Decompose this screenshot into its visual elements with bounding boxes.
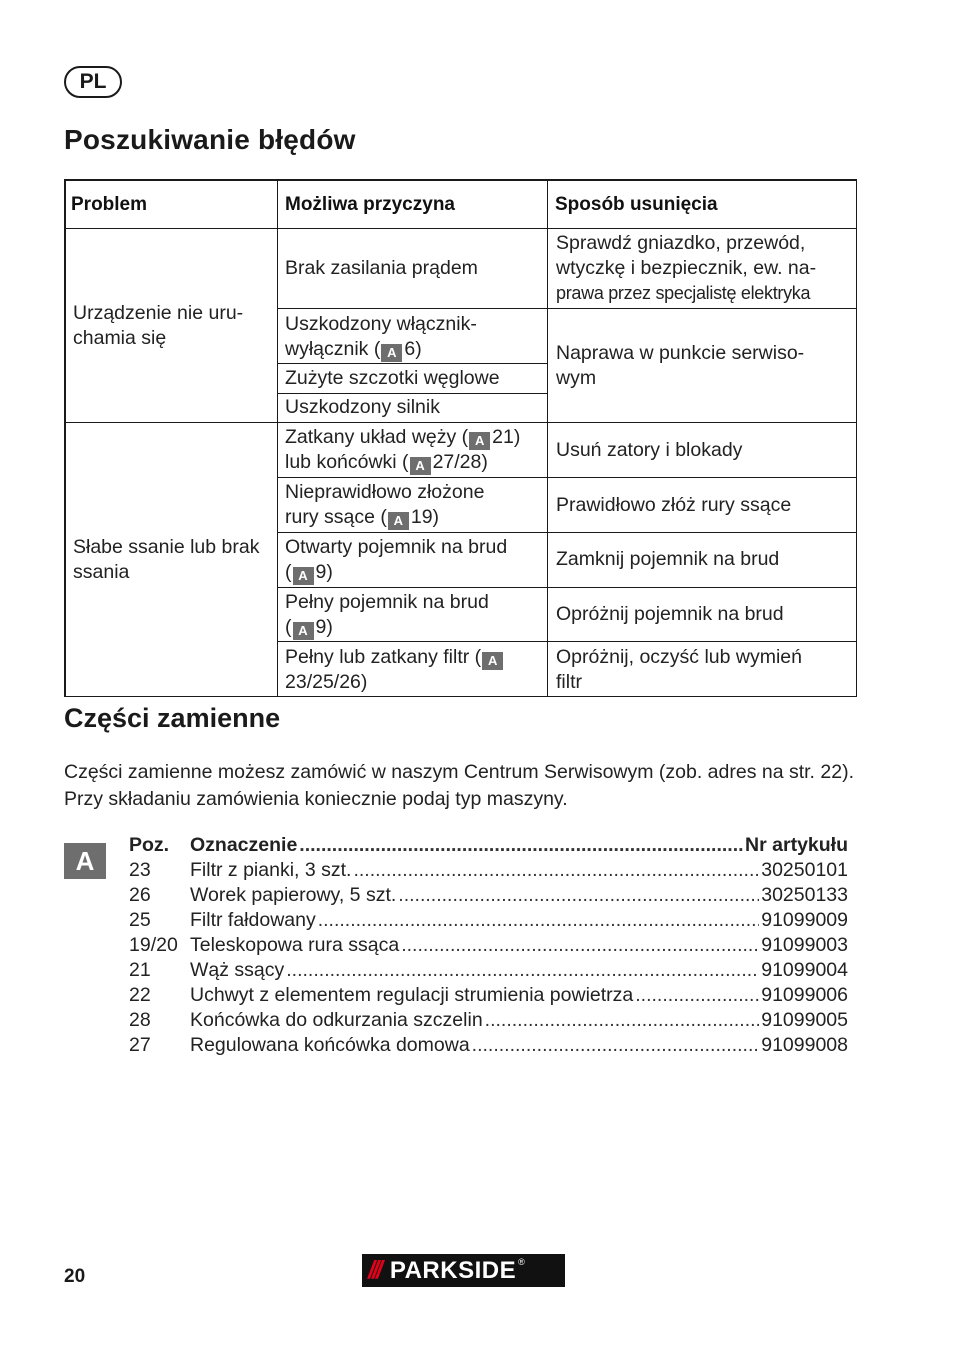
- troubleshooting-table: [64, 179, 857, 697]
- figure-a-ref-icon: A: [482, 652, 503, 670]
- figure-a-icon: A: [64, 843, 106, 879]
- list-header: Poz. Oznaczenie ..... Nr artykułu: [129, 834, 848, 859]
- cause-clogged-hose: Zatkany układ węży ( A 21) lub końcówki ( A 27/28): [285, 426, 521, 473]
- page-number: 20: [64, 1266, 86, 1287]
- cause-open-container: Otwarty pojemnik na brud ( A 9): [285, 536, 508, 583]
- list-item: 28 Końcówka do odkurzania szczelin ..... 91099005: [129, 1009, 848, 1034]
- list-item: 22 Uchwyt z elementem regulacji strumienia powietrza ..... 91099006: [129, 984, 848, 1009]
- language-badge: PL: [64, 66, 122, 98]
- list-item: 23 Filtr z pianki, 3 szt. ..... 30250101: [129, 859, 848, 884]
- figure-a-ref-icon: A: [410, 457, 431, 475]
- figure-a-ref-icon: A: [388, 512, 409, 530]
- figure-a-ref-icon: A: [381, 344, 402, 362]
- cause-switch: Uszkodzony włącznik- wyłącznik ( A 6): [285, 313, 477, 360]
- list-item: 25 Filtr fałdowany ..... 91099009: [129, 909, 848, 934]
- remedy-close-container: Zamknij pojemnik na brud: [556, 548, 780, 570]
- remedy-empty-container: Opróżnij pojemnik na brud: [556, 603, 784, 625]
- figure-a-ref-icon: A: [469, 432, 490, 450]
- header-cause: Możliwa przyczyna: [285, 194, 455, 215]
- problem-weak-suction: Słabe ssanie lub brak ssania: [73, 536, 260, 583]
- spare-parts-intro: Części zamienne możesz zamówić w naszym Centrum Serwisowym (zob. adres na str. 22). Przy składaniu zamówienia koniecznie podaj typ maszyny.: [64, 761, 854, 810]
- troubleshooting-title: Poszukiwanie błędów: [64, 124, 356, 155]
- header-problem: Problem: [71, 194, 148, 215]
- cause-no-power: Brak zasilania prądem: [285, 257, 478, 279]
- header-remedy: Sposób usunięcia: [555, 194, 718, 215]
- logo-slashes: ///: [368, 1256, 380, 1284]
- logo-registered-mark: ®: [518, 1257, 525, 1267]
- cause-tubes: Nieprawidłowo złożone rury ssące ( A 19): [285, 481, 485, 528]
- cause-motor: Uszkodzony silnik: [285, 396, 440, 418]
- list-item: 19/20 Teleskopowa rura ssąca ..... 91099003: [129, 934, 848, 959]
- cause-filter: Pełny lub zatkany filtr ( A 23/25/26): [285, 645, 505, 695]
- problem-no-start: Urządzenie nie uru- chamia się: [73, 302, 244, 349]
- list-item: 26 Worek papierowy, 5 szt. ..... 30250133: [129, 884, 848, 909]
- logo-brand-name: PARKSIDE: [389, 1256, 517, 1284]
- remedy-unclog: Usuń zatory i blokady: [556, 439, 743, 461]
- spare-parts-title: Części zamienne: [64, 703, 281, 733]
- remedy-service: Naprawa w punkcie serwiso- wym: [556, 342, 805, 389]
- list-item: 21 Wąż ssący ..... 91099004: [129, 959, 848, 984]
- spare-parts-list: [129, 834, 848, 1059]
- cause-full-container: Pełny pojemnik na brud ( A 9): [285, 591, 489, 638]
- figure-a-ref-icon: A: [293, 622, 314, 640]
- remedy-check-power: Sprawdź gniazdko, przewód, wtyczkę i bezpiecznik, ew. na- prawa przez specjalistę elektryka: [556, 232, 817, 303]
- figure-a-ref-icon: A: [293, 567, 314, 585]
- remedy-filter: Opróżnij, oczyść lub wymień filtr: [556, 646, 802, 693]
- cause-brushes: Zużyte szczotki węglowe: [285, 367, 500, 389]
- parkside-logo: [362, 1254, 565, 1287]
- remedy-assemble-tubes: Prawidłowo złóż rury ssące: [556, 494, 792, 516]
- list-item: 27 Regulowana końcówka domowa ..... 91099008: [129, 1034, 848, 1059]
